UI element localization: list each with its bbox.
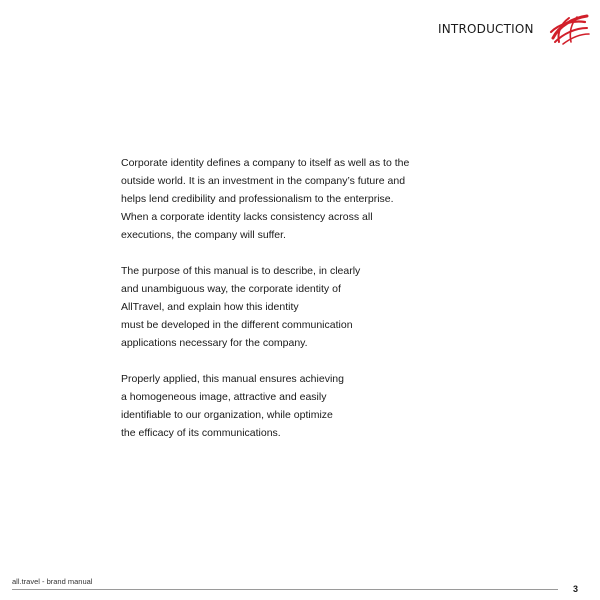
text-line: the efficacy of its communications. [121,427,281,439]
text-line: outside world. It is an investment in the company’s future and [121,175,406,187]
page-number: 3 [573,584,579,594]
text-line: executions, the company will suffer. [121,229,286,241]
text-line: applications necessary for the company. [121,337,308,349]
text-line: must be developed in the different communication [121,319,353,331]
text-line: When a corporate identity lacks consistency across all [121,211,373,223]
footer-divider [12,589,558,590]
footer-label: all.travel - brand manual [12,577,93,586]
text-line: and unambiguous way, the corporate identity of [121,283,341,295]
text-line: Properly applied, this manual ensures achieving [121,373,344,385]
text-line: AllTravel, and explain how this identity [121,301,299,313]
intro-text [121,154,441,460]
swoosh-globe-logo-icon [547,12,591,46]
section-title: INTRODUCTION [438,22,534,36]
paragraph [121,154,441,244]
paragraph [121,262,441,352]
text-line: helps lend credibility and professionalism to the enterprise. [121,193,394,205]
paragraph [121,370,441,442]
text-line: identifiable to our organization, while optimize [121,409,333,421]
text-line: a homogeneous image, attractive and easily [121,391,327,403]
text-line: Corporate identity defines a company to itself as well as to the [121,157,410,169]
text-line: The purpose of this manual is to describe, in clearly [121,265,361,277]
